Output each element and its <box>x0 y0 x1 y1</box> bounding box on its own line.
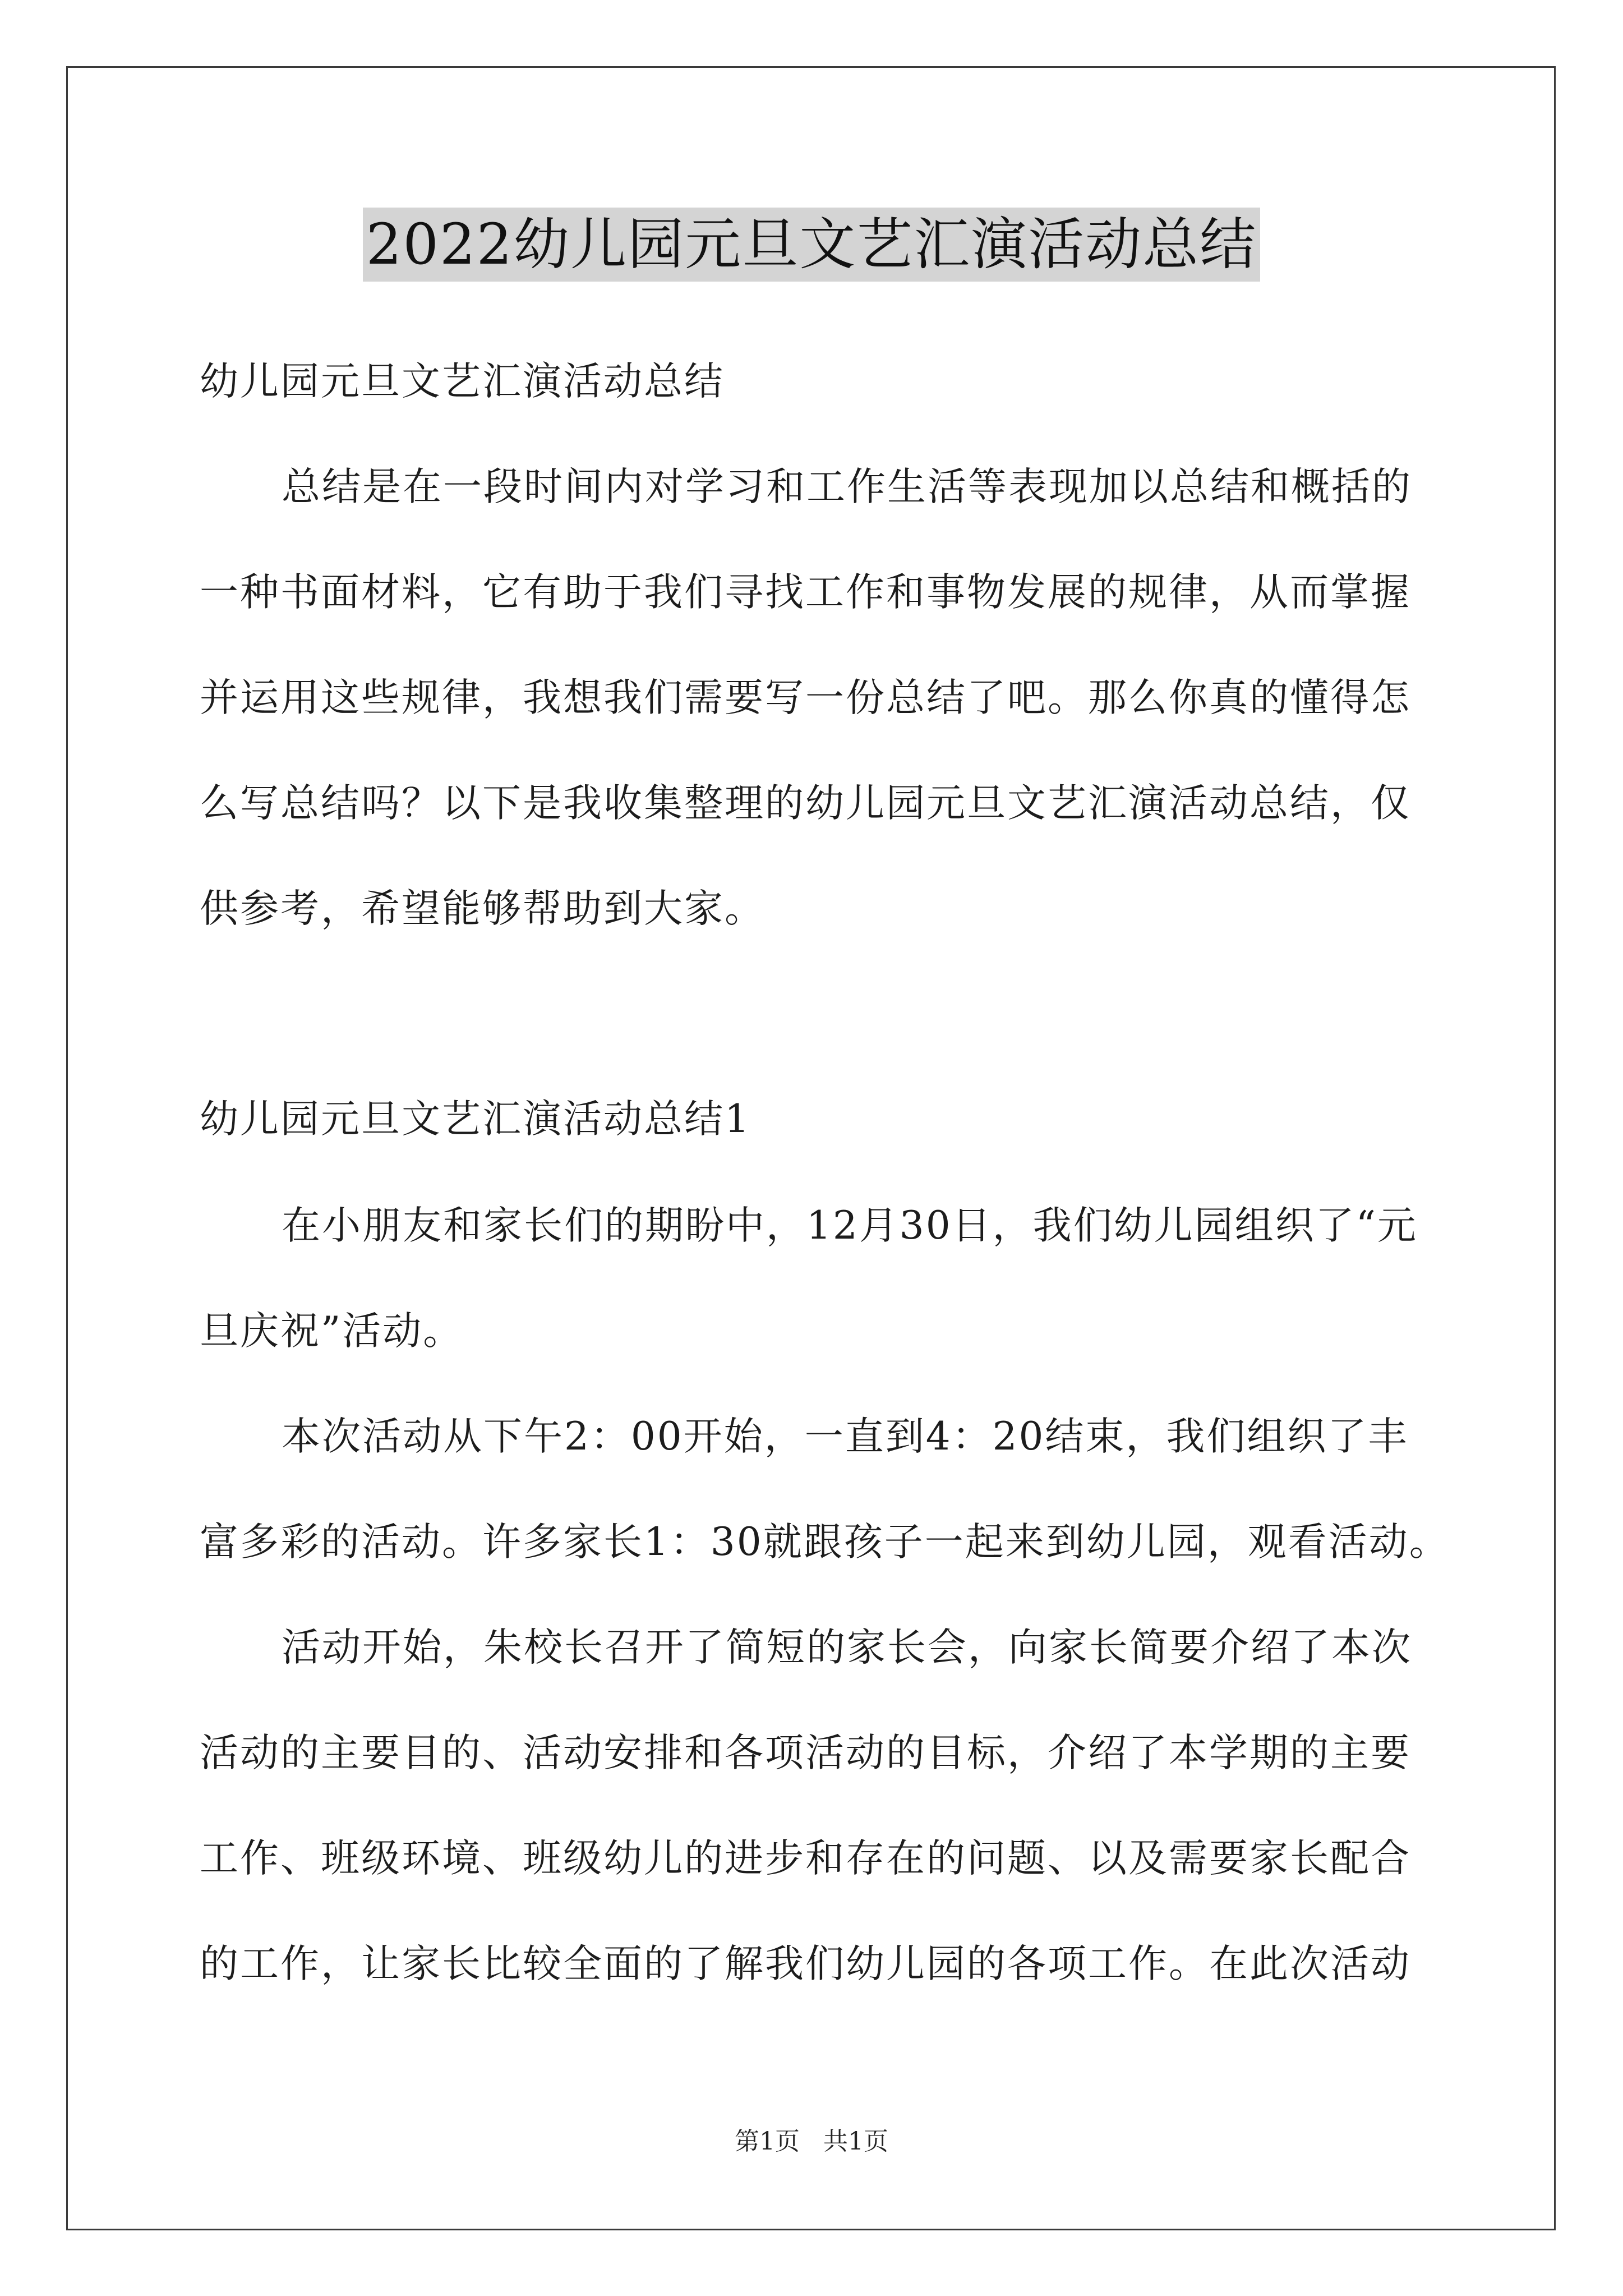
paragraph-line: 活动开始，朱校长召开了简短的家长会，向家长简要介绍了本次 <box>282 1625 1412 1670</box>
intro-line: 并运用这些规律，我想我们需要写一份总结了吧。那么你真的懂得怎 <box>200 675 1411 720</box>
intro-line: 供参考，希望能够帮助到大家。 <box>200 886 765 931</box>
title-container <box>0 208 1623 282</box>
paragraph-line: 富多彩的活动。许多家长1：30就跟孩子一起来到幼儿园，观看活动。 <box>200 1520 1450 1565</box>
paragraph-line: 活动的主要目的、活动安排和各项活动的目标，介绍了本学期的主要 <box>200 1731 1411 1775</box>
document-title: 2022幼儿园元旦文艺汇演活动总结 <box>363 208 1261 282</box>
paragraph-line: 本次活动从下午2：00开始，一直到4：20结束，我们组织了丰 <box>282 1414 1409 1459</box>
intro-line: 总结是在一段时间内对学习和工作生活等表现加以总结和概括的 <box>282 464 1412 509</box>
paragraph-line: 旦庆祝”活动。 <box>200 1309 464 1354</box>
section-heading: 幼儿园元旦文艺汇演活动总结1 <box>200 1097 751 1142</box>
page-footer: 第1页 共1页 <box>735 2127 888 2156</box>
document-subtitle: 幼儿园元旦文艺汇演活动总结 <box>200 359 725 404</box>
intro-line: 一种书面材料，它有助于我们寻找工作和事物发展的规律，从而掌握 <box>200 570 1411 615</box>
paragraph-line: 在小朋友和家长们的期盼中，12月30日，我们幼儿园组织了“元 <box>282 1203 1418 1248</box>
paragraph-line: 的工作，让家长比较全面的了解我们幼儿园的各项工作。在此次活动 <box>200 1941 1411 1986</box>
intro-line: 么写总结吗？以下是我收集整理的幼儿园元旦文艺汇演活动总结，仅 <box>200 781 1411 826</box>
paragraph-line: 工作、班级环境、班级幼儿的进步和存在的问题、以及需要家长配合 <box>200 1836 1411 1881</box>
